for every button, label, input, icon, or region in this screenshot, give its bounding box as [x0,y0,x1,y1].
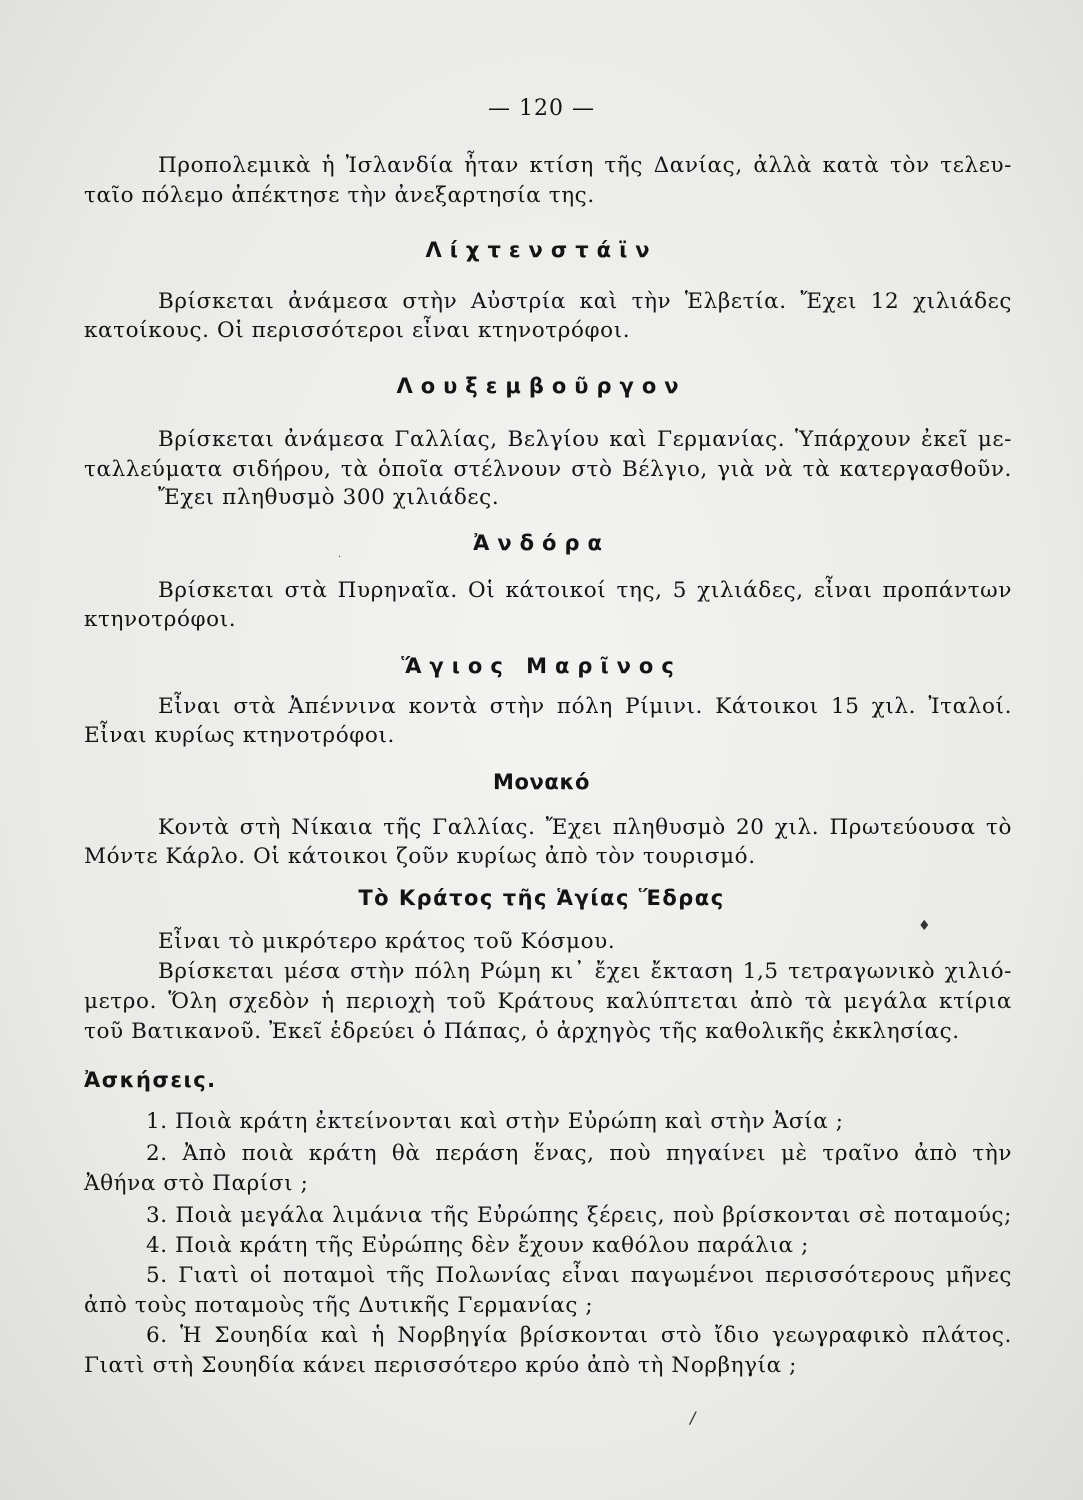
intro-line-2: ταῖο πόλεμο ἀπέκτησε τὴν ἀνεξαρτησία της. [84,183,595,208]
section-title-andorra: Ἀνδόρα [473,531,610,555]
liechtenstein-line-2: κατοίκους. Οἱ περισσότεροι εἶναι κτηνοτρόφοι. [84,318,631,343]
exercise-2-line-1: 2. Ἀπὸ ποιὰ κράτη θὰ περάση ἕνας, ποὺ πηγαίνει μὲ τραῖνο ἀπὸ τὴν [146,1141,1012,1166]
luxembourg-line-1: Βρίσκεται ἀνάμεσα Γαλλίας, Βελγίου καὶ Γερμανίας. Ὑπάρχουν ἐκεῖ με- [158,427,1012,452]
exercise-3: 3. Ποιὰ μεγάλα λιμάνια τῆς Εὐρώπης ξέρεις, ποὺ βρίσκονται σὲ ποταμούς; [146,1203,1012,1228]
scan-speck: ♦ [918,918,931,934]
exercise-5-line-1: 5. Γιατὶ οἱ ποταμοὶ τῆς Πολωνίας εἶναι παγωμένοι περισσότερους μῆνες [146,1263,1012,1288]
holy-see-line-3: μετρο. Ὅλη σχεδὸν ἡ περιοχὴ τοῦ Κράτους καλύπτεται ἀπὸ τὰ μεγάλα κτίρια [84,989,1012,1014]
page-number: — 120 — [488,96,595,121]
monaco-line-2: Μόντε Κάρλο. Οἱ κάτοικοι ζοῦν κυρίως ἀπὸ τὸν τουρισμό. [84,844,756,869]
andorra-line-1: Βρίσκεται στὰ Πυρηναῖα. Οἱ κάτοικοί της, 5 χιλιάδες, εἶναι προπάντων [158,578,1012,603]
liechtenstein-line-1: Βρίσκεται ἀνάμεσα στὴν Αὐστρία καὶ τὴν Ἑλβετία. Ἔχει 12 χιλιάδες [158,289,1012,314]
intro-line-1: Προπολεμικὰ ἡ Ἰσλανδία ἦταν κτίση τῆς Δανίας, ἀλλὰ κατὰ τὸν τελευ- [158,153,1012,178]
holy-see-line-1: Εἶναι τὸ μικρότερο κράτος τοῦ Κόσμου. [158,929,616,954]
san-marino-line-1: Εἶναι στὰ Ἀπέννινα κοντὰ στὴν πόλη Ρίμινι. Κάτοικοι 15 χιλ. Ἰταλοί. [158,694,1012,719]
exercise-1: 1. Ποιὰ κράτη ἐκτείνονται καὶ στὴν Εὐρώπη καὶ στὴν Ἀσία ; [146,1109,844,1134]
exercise-5-line-2: ἀπὸ τοὺς ποταμοὺς τῆς Δυτικῆς Γερμανίας ; [84,1293,594,1318]
section-title-luxembourg: Λουξεμβοῦργον [396,374,687,398]
section-title-holy-see: Τὸ Κράτος τῆς Ἁγίας Ἕδρας [358,886,725,910]
monaco-line-1: Κοντὰ στὴ Νίκαια τῆς Γαλλίας. Ἔχει πληθυσμὸ 20 χιλ. Πρωτεύουσα τὸ [158,815,1012,840]
luxembourg-line-3: Ἔχει πληθυσμὸ 300 χιλιάδες. [158,485,500,510]
exercises-title: Ἀσκήσεις. [84,1068,217,1092]
section-title-san-marino: Ἅγιος Μαρῖνος [401,654,682,678]
exercise-6-line-2: Γιατὶ στὴ Σουηδία κάνει περισσότερο κρύο ἀπὸ τὴ Νορβηγία ; [84,1353,797,1378]
section-title-liechtenstein: Λίχτενστάϊν [425,238,658,262]
luxembourg-line-2: ταλλεύματα σιδήρου, τὰ ὁποῖα στέλνουν στὸ Βέλγιο, γιὰ νὰ τὰ κατεργασθοῦν. [84,457,1012,482]
section-title-monaco: Μονακό [492,770,590,794]
san-marino-line-2: Εἶναι κυρίως κτηνοτρόφοι. [84,723,395,748]
exercise-4: 4. Ποιὰ κράτη τῆς Εὐρώπης δὲν ἔχουν καθόλου παράλια ; [146,1233,809,1258]
exercise-6-line-1: 6. Ἡ Σουηδία καὶ ἡ Νορβηγία βρίσκονται στὸ ἴδιο γεωγραφικὸ πλάτος. [146,1323,1012,1348]
scan-speck: · [338,552,342,563]
andorra-line-2: κτηνοτρόφοι. [84,607,237,632]
holy-see-line-2: Βρίσκεται μέσα στὴν πόλη Ρώμη κι᾿ ἔχει ἔκταση 1,5 τετραγωνικὸ χιλιό- [158,959,1012,984]
exercise-2-line-2: Ἀθήνα στὸ Παρίσι ; [84,1171,309,1196]
holy-see-line-4: τοῦ Βατικανοῦ. Ἐκεῖ ἑδρεύει ὁ Πάπας, ὁ ἀρχηγὸς τῆς καθολικῆς ἐκκλησίας. [84,1019,960,1044]
scan-speck: / [690,1408,696,1427]
